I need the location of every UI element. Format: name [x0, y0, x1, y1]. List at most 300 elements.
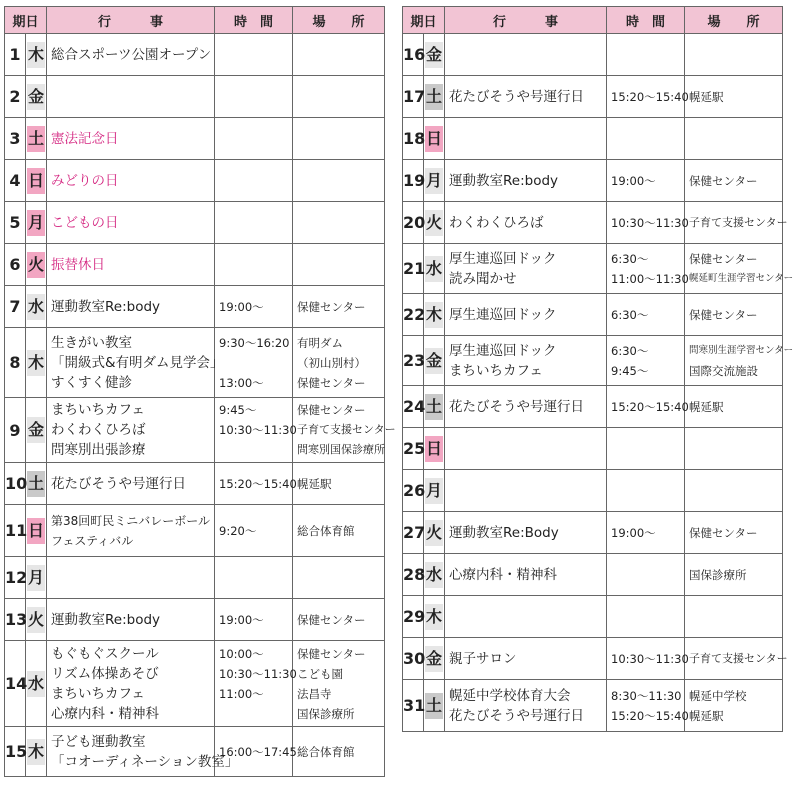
place-cell: [293, 244, 385, 286]
event-cell: [445, 336, 607, 386]
day-row: [403, 554, 783, 596]
day-number: 30: [403, 638, 424, 680]
place-line: 幌延中学校: [689, 688, 747, 703]
time-cell: [607, 244, 689, 294]
header-day: 期日: [5, 7, 47, 34]
place-cell: [685, 336, 793, 386]
event-cell: [445, 202, 607, 244]
day-number: 17: [403, 76, 424, 118]
day-row: [5, 557, 385, 599]
time-cell: [215, 76, 293, 118]
time-cell: [215, 160, 293, 202]
weekday-label: 金: [425, 348, 443, 374]
event-line: 憲法記念日: [51, 130, 119, 147]
weekday-label: 火: [425, 210, 443, 236]
day-number: 28: [403, 554, 424, 596]
day-row: [5, 202, 385, 244]
weekday: [424, 118, 445, 160]
time-cell: [607, 386, 689, 428]
time-line: 15:20～15:40: [219, 476, 297, 491]
place-cell: [293, 505, 385, 557]
event-line: 問寒別出張診療: [51, 442, 146, 458]
day-row: [5, 160, 385, 202]
time-line: 19:00～: [611, 173, 656, 188]
time-line: 6:30～: [611, 343, 649, 358]
place-line: 子育て支援センター: [689, 651, 788, 665]
event-cell: [445, 386, 607, 428]
time-line: [219, 440, 288, 460]
day-row: [5, 398, 385, 463]
day-row: [403, 34, 783, 76]
place-cell: [293, 76, 385, 118]
place-line: （初山別村）: [297, 355, 367, 370]
event-line: 振替休日: [51, 256, 106, 273]
day-number: 9: [5, 398, 26, 463]
event-line: わくわくひろば: [51, 422, 146, 438]
event-line: 「コオーディネーション教室」: [51, 753, 239, 770]
weekday-label: 火: [27, 252, 45, 278]
event-line: 花たびそうや号運行日: [449, 707, 585, 724]
place-cell: [293, 727, 385, 777]
header-time: 時 間: [215, 7, 293, 34]
time-cell: [607, 680, 689, 732]
weekday: [26, 599, 47, 641]
place-cell: [685, 596, 783, 638]
day-number: 11: [5, 505, 26, 557]
time-line: 9:45～: [611, 363, 649, 378]
day-number: 10: [5, 463, 26, 505]
day-number: 15: [5, 727, 26, 777]
time-cell: [607, 202, 689, 244]
day-row: [403, 428, 783, 470]
place-cell: [685, 554, 783, 596]
place-line: 総合体育館: [297, 523, 355, 538]
weekday: [26, 76, 47, 118]
place-line: 国際交流施設: [689, 363, 759, 378]
event-cell: [47, 34, 215, 76]
weekday: [26, 505, 47, 557]
event-cell: [47, 505, 215, 557]
event-cell: [47, 727, 239, 777]
place-cell: [685, 202, 788, 244]
event-line: すくすく健診: [51, 374, 133, 391]
event-line: リズム体操あそび: [51, 665, 159, 682]
place-cell: [293, 118, 385, 160]
event-line: 総合スポーツ公園オープン: [51, 46, 212, 63]
time-cell: [215, 328, 293, 398]
day-row: [5, 328, 385, 398]
place-line: 保健センター: [297, 403, 366, 417]
weekday-label: 木: [27, 739, 45, 765]
weekday: [26, 118, 47, 160]
header-day: 期日: [403, 7, 445, 34]
weekday-label: 月: [425, 168, 443, 194]
event-line: もぐもぐスクール: [51, 645, 159, 662]
time-line: 15:20～15:40: [611, 399, 689, 414]
event-cell: [445, 34, 607, 76]
time-cell: [607, 596, 685, 638]
time-cell: [607, 76, 689, 118]
place-line: 法昌寺: [297, 686, 332, 701]
weekday-label: 土: [27, 471, 45, 497]
weekday: [424, 202, 445, 244]
place-line: 子育て支援センター: [689, 215, 788, 229]
weekday-label: 土: [425, 84, 443, 110]
day-number: 1: [5, 34, 26, 76]
time-line: 9:45～: [219, 403, 257, 417]
day-number: 31: [403, 680, 424, 732]
place-line: 国保診療所: [689, 567, 747, 582]
weekday-label: 日: [27, 168, 45, 194]
weekday: [424, 244, 445, 294]
day-number: 2: [5, 76, 26, 118]
day-row: [403, 638, 783, 680]
event-cell: [445, 244, 607, 294]
weekday-label: 日: [425, 126, 443, 152]
place-cell: [685, 118, 783, 160]
event-cell: [47, 286, 215, 328]
time-cell: [607, 336, 685, 386]
place-line: 有明ダム: [297, 335, 344, 350]
event-cell: [445, 554, 607, 596]
day-row: [403, 680, 783, 732]
event-cell: [445, 680, 607, 732]
place-line: 幌延駅: [297, 476, 332, 491]
day-row: [5, 727, 385, 777]
day-number: 19: [403, 160, 424, 202]
weekday-label: 木: [425, 302, 443, 328]
time-line: 9:30～16:20: [219, 335, 290, 350]
day-number: 29: [403, 596, 424, 638]
event-line: 第38回町民ミニバレーボール: [51, 513, 211, 528]
event-line: みどりの日: [51, 172, 119, 189]
day-row: [403, 244, 783, 294]
weekday: [424, 470, 445, 512]
day-row: [5, 244, 385, 286]
time-cell: [215, 557, 293, 599]
event-cell: [47, 118, 215, 160]
day-row: [5, 76, 385, 118]
day-row: [403, 470, 783, 512]
place-line: 保健センター: [297, 612, 366, 627]
event-line: 心療内科・精神科: [449, 566, 558, 583]
place-cell: [685, 428, 783, 470]
place-line: 国保診療所: [297, 706, 355, 721]
weekday: [424, 34, 445, 76]
event-line: まちいちカフェ: [51, 685, 145, 702]
day-row: [5, 599, 385, 641]
calendar-table-right: [402, 6, 793, 732]
day-number: 26: [403, 470, 424, 512]
place-line: 幌延駅: [689, 708, 724, 723]
weekday-label: 金: [425, 646, 443, 672]
time-line: 16:00～17:45: [219, 744, 297, 759]
event-line: 厚生連巡回ドック: [449, 250, 557, 267]
event-line: 花たびそうや号運行日: [449, 398, 585, 415]
time-cell: [215, 599, 293, 641]
place-line: 問寒別国保診療所: [297, 443, 386, 456]
day-row: [403, 76, 783, 118]
time-cell: [215, 463, 297, 505]
day-number: 5: [5, 202, 26, 244]
header-event: 行 事: [47, 7, 215, 34]
time-cell: [607, 470, 685, 512]
weekday-label: 木: [27, 350, 45, 376]
event-cell: [445, 160, 607, 202]
day-row: [5, 286, 385, 328]
event-cell: [47, 244, 215, 286]
day-number: 25: [403, 428, 424, 470]
day-number: 24: [403, 386, 424, 428]
place-cell: [685, 76, 783, 118]
event-line: 「開級式&有明ダム見学会」: [51, 354, 224, 371]
place-line: こども園: [297, 666, 344, 681]
place-line: 保健センター: [297, 646, 366, 661]
weekday: [424, 76, 445, 118]
time-cell: [607, 554, 685, 596]
place-line: 問寒別生涯学習センター: [689, 344, 793, 356]
weekday: [26, 34, 47, 76]
header-row: [5, 7, 385, 34]
event-line: わくわくひろば: [449, 214, 544, 231]
time-line: 11:00～11:30: [611, 271, 689, 286]
event-line: 花たびそうや号運行日: [51, 475, 187, 492]
day-number: 23: [403, 336, 424, 386]
place-line: 保健センター: [689, 525, 758, 540]
place-cell: [293, 34, 385, 76]
time-line: 6:30～: [611, 307, 649, 322]
day-number: 6: [5, 244, 26, 286]
day-number: 13: [5, 599, 26, 641]
time-line: 15:20～15:40: [611, 708, 689, 723]
place-cell: [685, 680, 783, 732]
day-row: [5, 505, 385, 557]
place-cell: [685, 512, 783, 554]
event-cell: [445, 118, 607, 160]
event-cell: [47, 160, 215, 202]
weekday: [26, 463, 47, 505]
day-row: [403, 512, 783, 554]
event-cell: [47, 202, 215, 244]
weekday: [424, 336, 445, 386]
weekday-label: 木: [425, 604, 443, 630]
header-place: 場 所: [685, 7, 783, 34]
weekday: [424, 512, 445, 554]
place-cell: [293, 328, 385, 398]
event-line: まちいちカフェ: [449, 362, 543, 379]
place-cell: [685, 294, 783, 336]
place-cell: [293, 398, 396, 463]
time-line: 11:00～: [219, 686, 264, 701]
event-line: 幌延中学校体育大会: [449, 687, 571, 704]
weekday-label: 火: [425, 520, 443, 546]
time-cell: [215, 286, 293, 328]
place-line: 総合体育館: [297, 744, 355, 759]
event-line: 生きがい教室: [51, 334, 133, 351]
time-line: 10:30～11:30: [611, 215, 689, 230]
weekday: [424, 160, 445, 202]
time-line: 6:30～: [611, 251, 649, 266]
event-line: 運動教室Re:Body: [449, 524, 559, 541]
event-line: こどもの日: [51, 214, 119, 231]
event-line: 心療内科・精神科: [51, 705, 160, 722]
weekday-label: 火: [27, 607, 45, 633]
place-line: 子育て支援センター: [297, 423, 396, 436]
time-line: 19:00～: [611, 525, 656, 540]
place-line: 保健センター: [689, 307, 758, 322]
day-row: [5, 34, 385, 76]
header-place: 場 所: [293, 7, 385, 34]
time-cell: [215, 202, 293, 244]
event-line: 運動教室Re:body: [449, 172, 559, 189]
day-number: 3: [5, 118, 26, 160]
calendar-table-left: [4, 6, 396, 777]
time-line: [219, 353, 288, 373]
event-line: 運動教室Re:body: [51, 298, 161, 315]
time-line: 8:30～11:30: [611, 688, 682, 703]
event-cell: [445, 512, 607, 554]
event-line: まちいちカフェ: [51, 402, 145, 418]
day-number: 4: [5, 160, 26, 202]
header-time: 時 間: [607, 7, 685, 34]
day-number: 14: [5, 641, 26, 727]
place-line: 幌延駅: [689, 399, 724, 414]
weekday: [26, 244, 47, 286]
place-cell: [685, 638, 788, 680]
event-cell: [445, 76, 607, 118]
time-line: 10:30～11:30: [219, 423, 297, 437]
header-row: [403, 7, 783, 34]
place-line: 保健センター: [297, 299, 366, 314]
event-cell: [445, 638, 607, 680]
weekday-label: 土: [27, 126, 45, 152]
place-cell: [293, 557, 385, 599]
event-cell: [47, 599, 215, 641]
weekday: [424, 680, 445, 732]
event-line: 子ども運動教室: [51, 733, 146, 750]
day-row: [5, 463, 385, 505]
day-number: 12: [5, 557, 26, 599]
event-cell: [47, 641, 215, 727]
time-line: 19:00～: [219, 299, 264, 314]
day-row: [403, 336, 783, 386]
time-cell: [215, 244, 293, 286]
place-line: 幌延町生涯学習センター: [689, 272, 793, 284]
time-line: 10:00～: [219, 646, 264, 661]
place-line: 保健センター: [689, 173, 758, 188]
weekday-label: 金: [27, 84, 45, 110]
place-line: 幌延駅: [689, 89, 724, 104]
time-cell: [215, 505, 293, 557]
event-line: 読み聞かせ: [449, 270, 517, 287]
time-line: 15:20～15:40: [611, 89, 689, 104]
day-row: [403, 294, 783, 336]
event-line: 親子サロン: [449, 650, 517, 667]
event-cell: [47, 557, 215, 599]
event-cell: [445, 596, 607, 638]
day-row: [403, 596, 783, 638]
day-number: 8: [5, 328, 26, 398]
event-cell: [47, 328, 224, 398]
event-cell: [47, 398, 215, 463]
time-line: 10:30～11:30: [611, 651, 689, 666]
time-line: 10:30～11:30: [219, 666, 297, 681]
weekday: [26, 160, 47, 202]
event-cell: [445, 294, 607, 336]
place-cell: [293, 286, 385, 328]
weekday: [424, 428, 445, 470]
day-number: 16: [403, 34, 424, 76]
place-cell: [293, 641, 385, 727]
day-number: 20: [403, 202, 424, 244]
time-cell: [607, 294, 685, 336]
weekday: [26, 328, 47, 398]
event-line: 厚生連巡回ドック: [449, 306, 557, 323]
place-line: 保健センター: [689, 251, 758, 266]
weekday: [26, 286, 47, 328]
weekday: [424, 638, 445, 680]
time-cell: [215, 398, 297, 463]
weekday: [424, 554, 445, 596]
day-row: [5, 641, 385, 727]
weekday-label: 金: [27, 417, 45, 443]
place-cell: [685, 386, 783, 428]
weekday-label: 日: [27, 518, 45, 544]
time-cell: [215, 34, 293, 76]
weekday-label: 月: [425, 478, 443, 504]
weekday: [26, 641, 47, 727]
day-number: 27: [403, 512, 424, 554]
day-row: [403, 202, 783, 244]
weekday: [26, 202, 47, 244]
time-cell: [607, 160, 685, 202]
weekday-label: 水: [425, 562, 443, 588]
weekday: [26, 557, 47, 599]
event-cell: [47, 76, 215, 118]
time-cell: [607, 428, 685, 470]
day-row: [403, 386, 783, 428]
time-line: 9:20～: [219, 523, 257, 538]
weekday: [424, 596, 445, 638]
weekday-label: 木: [27, 42, 45, 68]
place-cell: [293, 202, 385, 244]
place-cell: [293, 599, 385, 641]
event-line: 運動教室Re:body: [51, 611, 161, 628]
place-cell: [293, 160, 385, 202]
event-cell: [445, 428, 607, 470]
day-number: 21: [403, 244, 424, 294]
weekday-label: 日: [425, 436, 443, 462]
time-cell: [607, 512, 685, 554]
time-line: [219, 704, 288, 724]
place-line: 保健センター: [297, 375, 366, 390]
event-line: 厚生連巡回ドック: [449, 342, 557, 359]
weekday-label: 月: [27, 565, 45, 591]
time-cell: [607, 638, 689, 680]
weekday: [26, 727, 47, 777]
weekday: [26, 398, 47, 463]
weekday-label: 水: [27, 294, 45, 320]
event-line: フェスティバル: [51, 533, 134, 548]
day-row: [5, 118, 385, 160]
weekday-label: 水: [27, 671, 45, 697]
day-number: 22: [403, 294, 424, 336]
weekday-label: 土: [425, 394, 443, 420]
header-event: 行 事: [445, 7, 607, 34]
time-line: 19:00～: [219, 612, 264, 627]
day-row: [403, 118, 783, 160]
event-cell: [445, 470, 607, 512]
